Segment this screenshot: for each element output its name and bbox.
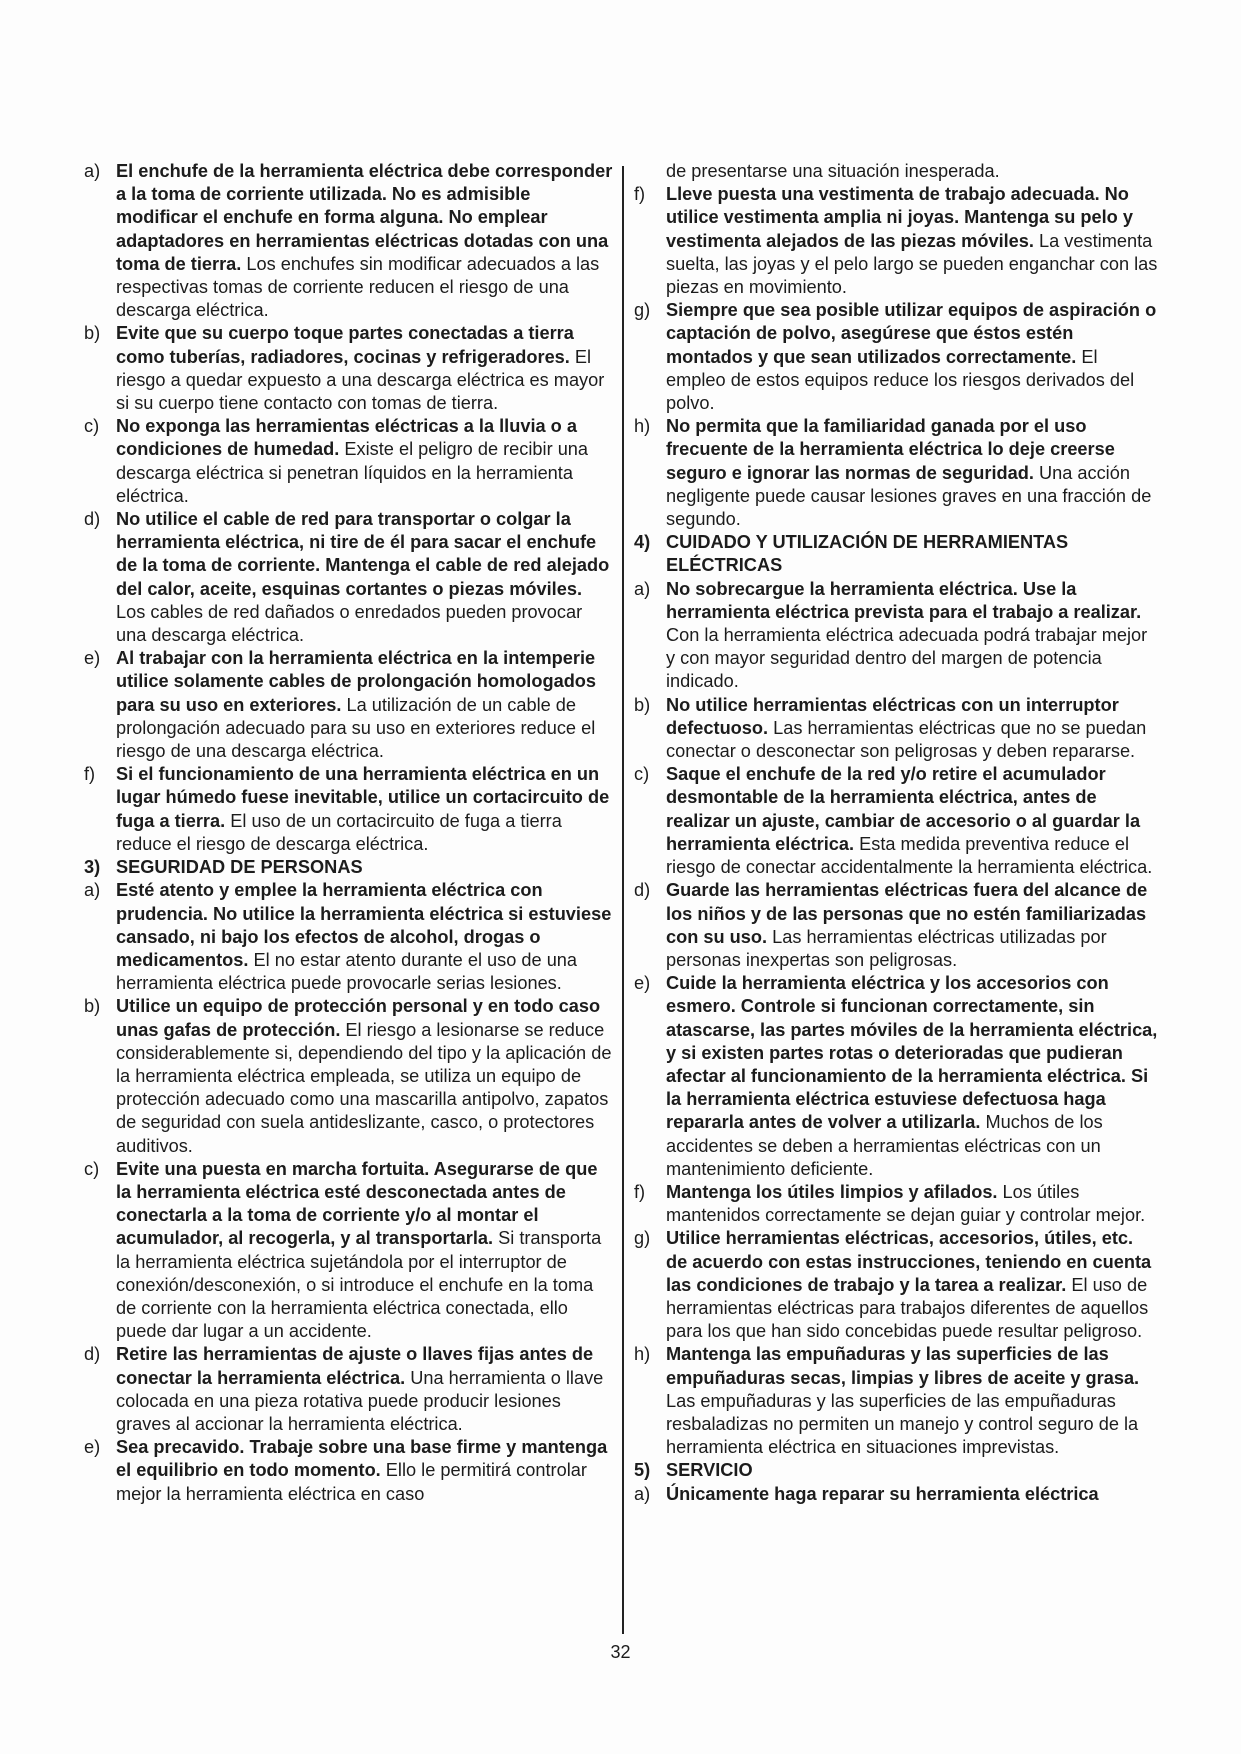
instruction-item (634, 1227, 1159, 1343)
item-explanation: El uso de un cortacircuito de fuga a tierra reduce el riesgo de descarga eléctrica. (116, 810, 562, 854)
right-column (634, 160, 1159, 1506)
item-warning: Utilice herramientas eléctricas, accesorios, útiles, etc. de acuerdo con estas instrucciones, teniendo en cuenta las condiciones de trabajo y la tarea a realizar. (666, 1228, 1152, 1295)
item-warning: Si el funcionamiento de una herramienta eléctrica en un lugar húmedo fuese inevitable, utilice un cortacircuito de fuga a tierra. (116, 764, 610, 831)
item-explanation: La utilización de un cable de prolongación adecuado para su uso en exteriores reduce el riesgo de una descarga eléctrica. (116, 694, 596, 762)
section-heading (84, 856, 614, 879)
continued-text: de presentarse una situación inesperada. (666, 161, 1000, 181)
item-explanation: Una acción negligente puede causar lesiones graves en una fracción de segundo. (666, 462, 1152, 530)
item-warning: No exponga las herramientas eléctricas a la lluvia o a condiciones de humedad. (116, 416, 577, 460)
item-label: 4) (634, 532, 651, 553)
instruction-item (84, 647, 614, 763)
item-warning: Al trabajar con la herramienta eléctrica en la intemperie utilice solamente cables de prolongación homologados para su uso en exteriores. (116, 648, 597, 715)
item-label: 5) (634, 1460, 651, 1481)
item-warning: No utilice el cable de red para transportar o colgar la herramienta eléctrica, ni tire de él para sacar el enchufe de la toma de corriente. Mantenga el cable de red alejado del calor, aceite, esquinas cortantes o piezas móviles. (116, 509, 610, 599)
item-label: c) (84, 416, 100, 437)
instruction-item (84, 322, 614, 415)
item-explanation: Las empuñaduras y las superficies de las empuñaduras resbaladizas no permiten un manejo y control seguro de la herramienta eléctrica en situaciones imprevistas. (666, 1390, 1139, 1458)
section-title: SEGURIDAD DE PERSONAS (116, 857, 363, 878)
instruction-item (634, 415, 1159, 531)
item-label: c) (634, 764, 650, 785)
item-explanation: Los enchufes sin modificar adecuados a las respectivas tomas de corriente reducen el riesgo de una descarga eléctrica. (116, 253, 600, 321)
item-warning: El enchufe de la herramienta eléctrica debe corresponder a la toma de corriente utilizada. No es admisible modificar el enchufe en forma alguna. No emplear adaptadores en herramientas eléctricas dotadas con una toma de tierra. (116, 161, 613, 274)
item-warning: Esté atento y emplee la herramienta eléctrica con prudencia. No utilice la herramienta eléctrica si estuviese cansado, ni bajo los efectos de alcohol, drogas o medicamentos. (116, 880, 612, 970)
section-title: SERVICIO (666, 1460, 753, 1481)
section-heading (634, 531, 1159, 577)
item-label: 3) (84, 857, 101, 878)
item-explanation: Existe el peligro de recibir una descarga eléctrica si penetran líquidos en la herramienta eléctrica. (116, 439, 589, 506)
item-label: h) (634, 416, 651, 437)
item-label: e) (634, 973, 651, 994)
item-label: f) (634, 1181, 646, 1202)
item-warning: Lleve puesta una vestimenta de trabajo adecuada. No utilice vestimenta amplia ni joyas. Mantenga su pelo y vestimenta alejados de las piezas móviles. (666, 184, 1133, 251)
instruction-item (634, 1343, 1159, 1459)
item-explanation: El empleo de estos equipos reduce los riesgos derivados del polvo. (666, 346, 1135, 414)
section-heading (634, 1459, 1159, 1482)
instruction-item (84, 1436, 614, 1506)
item-label: a) (84, 880, 101, 901)
item-label: b) (84, 323, 101, 344)
item-label: e) (84, 648, 101, 669)
item-warning: No permita que la familiaridad ganada por el uso frecuente de la herramienta eléctrica lo deje creerse seguro e ignorar las normas de seguridad. (666, 416, 1115, 483)
item-explanation: Las herramientas eléctricas utilizadas por personas inexpertas son peligrosas. (666, 926, 1107, 970)
instruction-item (84, 995, 614, 1157)
item-label: d) (634, 880, 651, 901)
item-warning: Mantenga las empuñaduras y las superficies de las empuñaduras secas, limpias y libres de aceite y grasa. (666, 1344, 1140, 1388)
left-column (84, 160, 614, 1506)
item-label: g) (634, 300, 651, 321)
item-explanation: Ello le permitirá controlar mejor la herramienta eléctrica en caso (116, 1460, 587, 1504)
instruction-item (84, 1343, 614, 1436)
page-number: 32 (610, 1642, 631, 1662)
item-explanation: El riesgo a quedar expuesto a una descarga eléctrica es mayor si su cuerpo tiene contacto con tomas de tierra. (116, 346, 605, 414)
item-explanation: Con la herramienta eléctrica adecuada podrá trabajar mejor y con mayor seguridad dentro del margen de potencia indicado. (666, 625, 1148, 692)
instruction-item (84, 763, 614, 856)
item-warning: Utilice un equipo de protección personal y en todo caso unas gafas de protección. (116, 996, 601, 1040)
item-warning: Guarde las herramientas eléctricas fuera del alcance de los niños y de las personas que no estén familiarizadas con su uso. (666, 880, 1148, 947)
item-warning: Únicamente haga reparar su herramienta eléctrica (666, 1483, 1099, 1504)
item-warning: No utilice herramientas eléctricas con un interruptor defectuoso. (666, 694, 1119, 738)
item-label: e) (84, 1437, 101, 1458)
item-label: g) (634, 1228, 651, 1249)
item-label: d) (84, 1344, 101, 1365)
item-explanation: El uso de herramientas eléctricas para trabajos diferentes de aquellos para los que han sido concebidas puede resultar peligroso. (666, 1274, 1149, 1342)
instruction-item (634, 1181, 1159, 1227)
instruction-item (634, 763, 1159, 879)
item-explanation: El no estar atento durante el uso de una herramienta eléctrica puede provocarle serias lesiones. (116, 949, 578, 994)
item-explanation: Muchos de los accidentes se deben a herramientas eléctricas con un mantenimiento deficiente. (666, 1112, 1103, 1179)
column-divider (622, 166, 624, 1634)
instruction-item (84, 879, 614, 995)
section-title: CUIDADO Y UTILIZACIÓN DE HERRAMIENTAS ELÉCTRICAS (666, 532, 1069, 576)
instruction-item (84, 508, 614, 647)
instruction-item (634, 578, 1159, 694)
item-explanation: Si transporta la herramienta eléctrica sujetándola por el interruptor de conexión/desconexión, o si introduce el enchufe en la toma de corriente con la herramienta eléctrica conectada, ello puede dar lugar a un accidente. (116, 1228, 602, 1342)
item-warning: No sobrecargue la herramienta eléctrica. Use la herramienta eléctrica prevista para el trabajo a realizar. (666, 578, 1142, 622)
item-label: a) (84, 161, 101, 181)
item-label: b) (634, 694, 651, 715)
item-explanation: El riesgo a lesionarse se reduce considerablemente si, dependiendo del tipo y la aplicación de la herramienta eléctrica empleada, se utiliza un equipo de protección adecuado como una mascarilla antipolvo, zapatos de seguridad con suela antideslizante, casco, o protectores auditivos. (116, 1019, 612, 1156)
instruction-item (84, 160, 614, 322)
item-explanation: Las herramientas eléctricas que no se puedan conectar o desconectar son peligrosas y deben repararse. (666, 717, 1147, 762)
item-warning: Retire las herramientas de ajuste o llaves fijas antes de conectar la herramienta eléctrica. (116, 1344, 594, 1388)
item-label: f) (634, 184, 646, 205)
instruction-item (634, 879, 1159, 972)
item-label: c) (84, 1158, 100, 1179)
item-label: b) (84, 996, 101, 1017)
item-label: d) (84, 509, 101, 530)
item-warning: Sea precavido. Trabaje sobre una base firme y mantenga el equilibrio en todo momento. (116, 1437, 608, 1481)
instruction-item (634, 1483, 1159, 1506)
item-label: a) (634, 578, 651, 599)
item-explanation: Esta medida preventiva reduce el riesgo de conectar accidentalmente la herramienta eléctrica. (666, 833, 1153, 878)
instruction-item (634, 183, 1159, 299)
instruction-item (634, 299, 1159, 415)
item-explanation: Una herramienta o llave colocada en una pieza rotativa puede producir lesiones graves al accionar la herramienta eléctrica. (116, 1367, 604, 1434)
instruction-item (84, 415, 614, 508)
item-explanation: Los cables de red dañados o enredados pueden provocar una descarga eléctrica. (116, 601, 583, 646)
item-warning: Evite una puesta en marcha fortuita. Asegurarse de que la herramienta eléctrica esté desconectada antes de conectarla a la toma de corriente y/o al montar el acumulador, al recogerla, y al transportarla. (116, 1158, 598, 1249)
item-warning: Mantenga los útiles limpios y afilados. (666, 1181, 998, 1202)
item-warning: Evite que su cuerpo toque partes conectadas a tierra como tuberías, radiadores, cocinas y refrigeradores. (116, 323, 574, 367)
instruction-item (634, 694, 1159, 764)
item-label: f) (84, 764, 96, 785)
item-warning: Cuide la herramienta eléctrica y los accesorios con esmero. Controle si funcionan correctamente, sin atascarse, las partes móviles de la herramienta eléctrica, y si existen partes rotas o deterioradas que pudieran afectar al funcionamiento de la herramienta eléctrica. Si la herramienta eléctrica estuviese defectuosa haga repararla antes de volver a utilizarla. (666, 973, 1158, 1133)
item-warning: Siempre que sea posible utilizar equipos de aspiración o captación de polvo, asegúrese que éstos estén montados y que sean utilizados correctamente. (666, 300, 1157, 367)
item-warning: Saque el enchufe de la red y/o retire el acumulador desmontable de la herramienta eléctrica, antes de realizar un ajuste, cambiar de accesorio o al guardar la herramienta eléctrica. (666, 764, 1141, 854)
instruction-item (634, 972, 1159, 1181)
item-explanation: Los útiles mantenidos correctamente se dejan guiar y controlar mejor. (666, 1181, 1146, 1226)
item-explanation: La vestimenta suelta, las joyas y el pelo largo se pueden enganchar con las piezas en movimiento. (666, 230, 1158, 298)
item-label: h) (634, 1344, 651, 1365)
item-label: a) (634, 1483, 651, 1504)
instruction-item (84, 1158, 614, 1344)
